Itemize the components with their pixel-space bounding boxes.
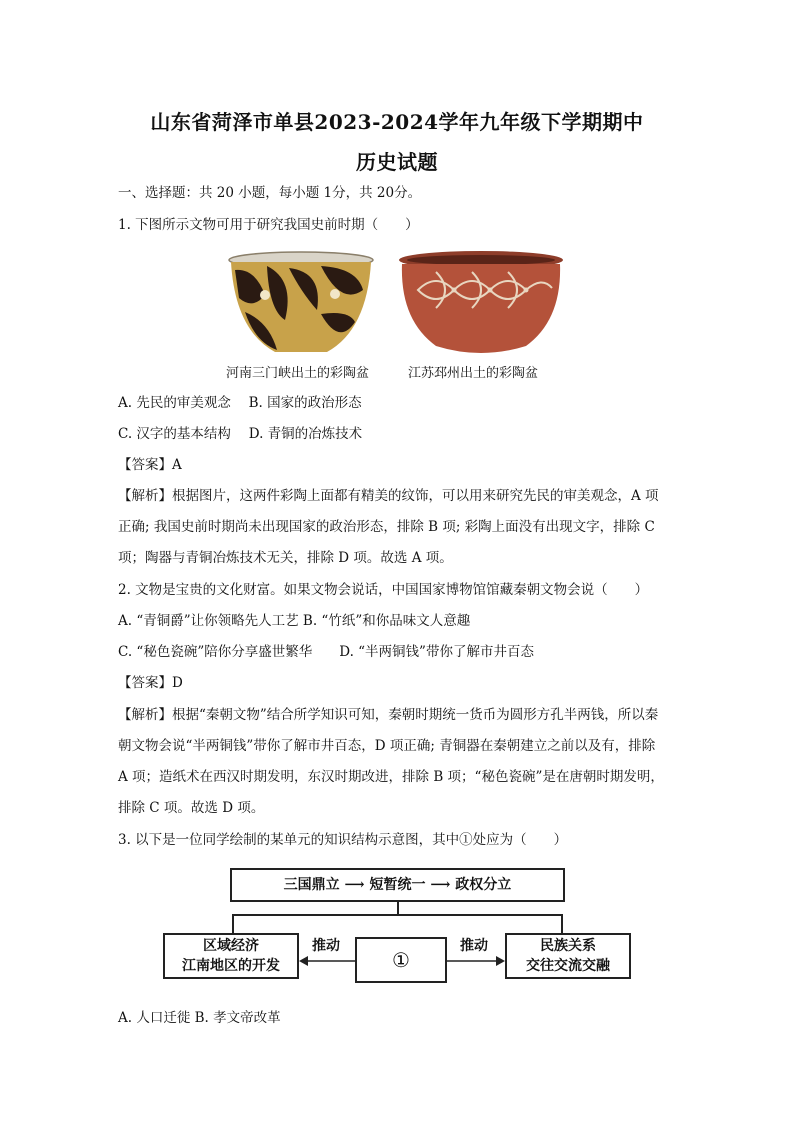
diagram-push-right-label: 推动 xyxy=(460,938,488,954)
q2-analysis-line-3: A 项；造纸术在西汉时期发明，东汉时期改进，排除 B 项；“秘色瓷碗”是在唐朝时期发明， xyxy=(118,769,664,785)
diagram-right-box xyxy=(505,933,631,979)
q1-stem: 1. 下图所示文物可用于研究我国史前时期（ ） xyxy=(118,217,419,233)
diagram-left-line-1: 区域经济 xyxy=(203,938,259,954)
page-subtitle: 历史试题 xyxy=(356,150,438,174)
painted-pottery-basin-pizhou xyxy=(396,250,566,360)
diagram-left-line-2: 江南地区的开发 xyxy=(182,958,280,974)
painted-pottery-basin-sanmenxia xyxy=(225,250,377,360)
diagram-push-left-label: 推动 xyxy=(312,938,340,954)
diagram-connector xyxy=(397,902,399,914)
q2-options-ab: A. “青铜爵”让你领略先人工艺 B. “竹纸”和你品味文人意趣 xyxy=(118,613,471,629)
q1-options-ab: A. 先民的审美观念 B. 国家的政治形态 xyxy=(118,395,362,411)
diagram-connector xyxy=(561,914,563,933)
q1-analysis-line-1: 【解析】根据图片，这两件彩陶上面都有精美的纹饰，可以用来研究先民的审美观念，A 项 xyxy=(118,488,659,504)
q2-answer: 【答案】D xyxy=(118,675,183,691)
q3-options-ab: A. 人口迁徙 B. 孝文帝改革 xyxy=(118,1010,281,1026)
diagram-connector xyxy=(232,914,234,933)
diagram-right-line-1: 民族关系 xyxy=(540,938,596,954)
knowledge-structure-diagram xyxy=(160,865,635,985)
q2-analysis-line-4: 排除 C 项。故选 D 项。 xyxy=(118,800,265,816)
q2-stem: 2. 文物是宝贵的文化财富。如果文物会说话，中国国家博物馆馆藏秦朝文物会说（ ） xyxy=(118,582,649,598)
q1-figures xyxy=(220,250,580,385)
arrow-right-icon xyxy=(447,955,505,967)
q1-caption-left: 河南三门峡出土的彩陶盆 xyxy=(226,366,370,381)
diagram-connector xyxy=(232,914,562,916)
q1-options-cd: C. 汉字的基本结构 D. 青铜的冶炼技术 xyxy=(118,426,363,442)
q1-answer: 【答案】A xyxy=(118,457,182,473)
section-heading: 一、选择题：共 20 小题，每小题 1分，共 20分。 xyxy=(118,185,422,201)
diagram-top-box: 三国鼎立 ⟶ 短暂统一 ⟶ 政权分立 xyxy=(230,868,565,902)
q2-analysis-line-2: 朝文物会说“半两铜钱”带你了解市井百态，D 项正确; 青铜器在秦朝建立之前以及有，排除 xyxy=(118,738,656,754)
diagram-left-box xyxy=(163,933,299,979)
q1-analysis-line-2: 正确; 我国史前时期尚未出现国家的政治形态，排除 B 项; 彩陶上面没有出现文字，排除 C xyxy=(118,519,655,535)
q1-analysis-line-3: 项；陶器与青铜冶炼技术无关，排除 D 项。故选 A 项。 xyxy=(118,550,453,566)
q3-stem: 3. 以下是一位同学绘制的某单元的知识结构示意图，其中①处应为（ ） xyxy=(118,832,568,848)
page-title: 山东省菏泽市单县2023-2024学年九年级下学期期中 xyxy=(150,110,644,134)
q1-caption-right: 江苏邳州出土的彩陶盆 xyxy=(408,366,539,381)
q2-analysis-line-1: 【解析】根据“秦朝文物”结合所学知识可知，秦朝时期统一货币为圆形方孔半两钱，所以秦 xyxy=(118,707,659,723)
q2-options-cd: C. “秘色瓷碗”陪你分享盛世繁华 D. “半两铜钱”带你了解市井百态 xyxy=(118,644,534,660)
diagram-right-line-2: 交往交流交融 xyxy=(526,958,610,974)
diagram-center-box: ① xyxy=(355,937,447,983)
arrow-left-icon xyxy=(299,955,355,967)
